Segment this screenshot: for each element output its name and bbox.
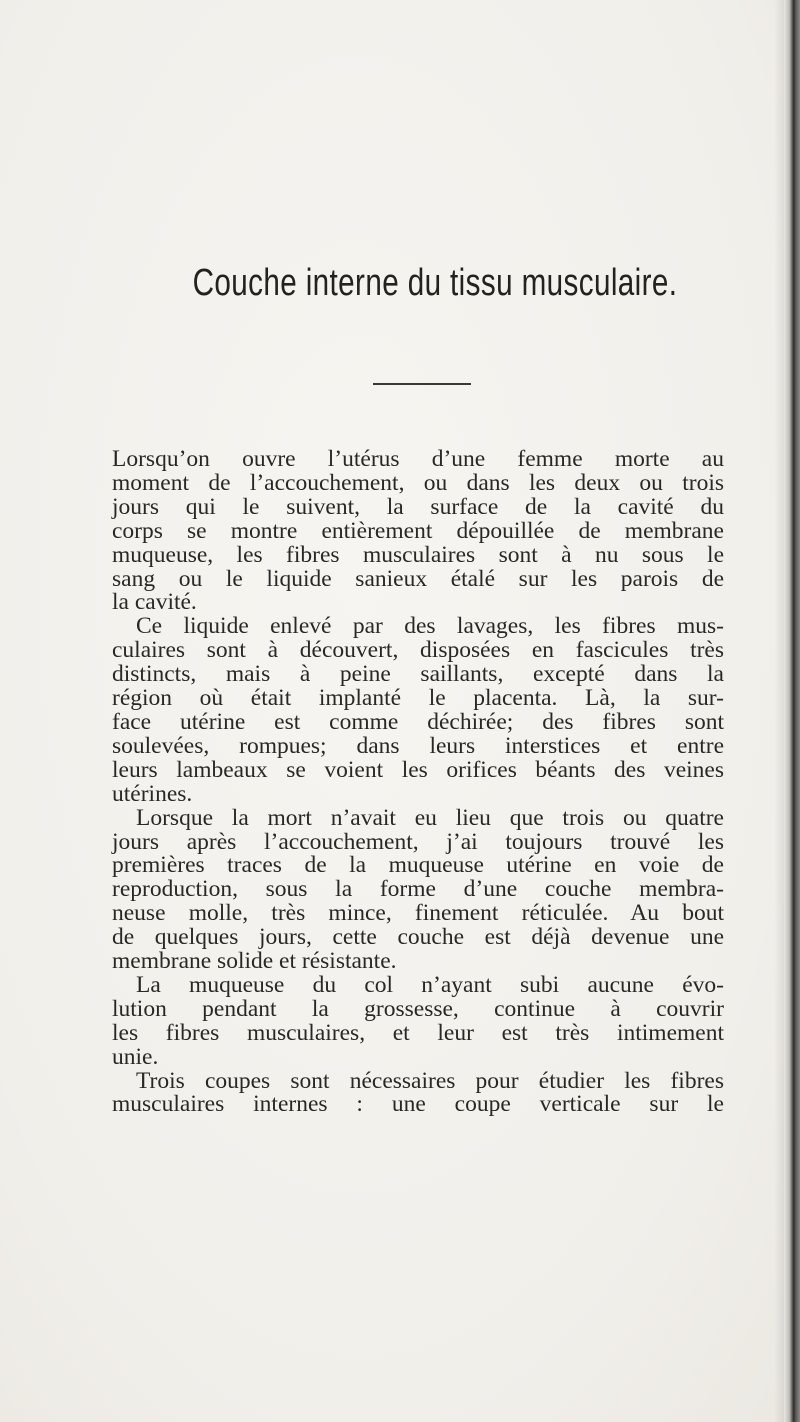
paragraph — [112, 615, 724, 806]
text-line: soulevées, rompues; dans leurs interstices et entre — [112, 732, 724, 759]
text-line: la cavité. — [112, 589, 197, 616]
body-text — [112, 448, 724, 1117]
text-line: Ce liquide enlevé par des lavages, les fibres mus- — [136, 613, 724, 640]
text-line: La muqueuse du col n’ayant subi aucune évo- — [136, 971, 724, 998]
page-binding-edge — [784, 0, 800, 1422]
text-line: corps se montre entièrement dépouillée de membrane — [112, 517, 724, 544]
text-line: Trois coupes sont nécessaires pour étudier les fibres — [136, 1067, 724, 1094]
text-line: face utérine est comme déchirée; des fibres sont — [112, 708, 724, 735]
text-line: membrane solide et résistante. — [112, 948, 397, 975]
text-line: unie. — [112, 1043, 159, 1070]
text-line: région où était implanté le placenta. Là, la sur- — [112, 685, 724, 712]
paragraph — [112, 804, 724, 975]
text-line: culaires sont à découvert, disposées en fascicules très — [112, 637, 724, 664]
text-line: reproduction, sous la forme d’une couche membra- — [112, 876, 724, 903]
text-line: jours qui le suivent, la surface de la cavité du — [112, 493, 724, 520]
text-line: de quelques jours, cette couche est déjà devenue une — [112, 924, 724, 951]
text-line: neuse molle, très mince, finement réticulée. Au bout — [112, 900, 724, 927]
text-line: Lorsque la mort n’avait eu lieu que trois ou quatre — [136, 804, 724, 831]
text-line: lution pendant la grossesse, continue à couvrir — [112, 995, 724, 1022]
text-line: muqueuse, les fibres musculaires sont à nu sous le — [112, 541, 724, 568]
section-title: Couche interne du tissu musculaire. — [192, 262, 678, 304]
paragraph — [112, 448, 724, 615]
text-line: Lorsqu’on ouvre l’utérus d’une femme morte au — [112, 446, 724, 472]
text-line: les fibres musculaires, et leur est très intimement — [112, 1019, 724, 1046]
title-divider — [373, 383, 471, 385]
binding-shadow — [774, 0, 784, 1422]
text-line: distincts, mais à peine saillants, excepté dans la — [112, 661, 724, 688]
text-line: leurs lambeaux se voient les orifices béants des veines — [112, 756, 724, 783]
text-line: moment de l’accouchement, ou dans les deux ou trois — [112, 469, 724, 496]
paragraph — [112, 971, 724, 1070]
paragraph — [112, 1067, 724, 1118]
text-line: jours après l’accouchement, j’ai toujours trouvé les — [112, 828, 724, 855]
text-line: musculaires internes : une coupe verticale sur le — [112, 1091, 724, 1118]
text-line: premières traces de la muqueuse utérine en voie de — [112, 852, 724, 879]
text-line: sang ou le liquide sanieux étalé sur les parois de — [112, 565, 724, 592]
text-line: utérines. — [112, 780, 193, 807]
